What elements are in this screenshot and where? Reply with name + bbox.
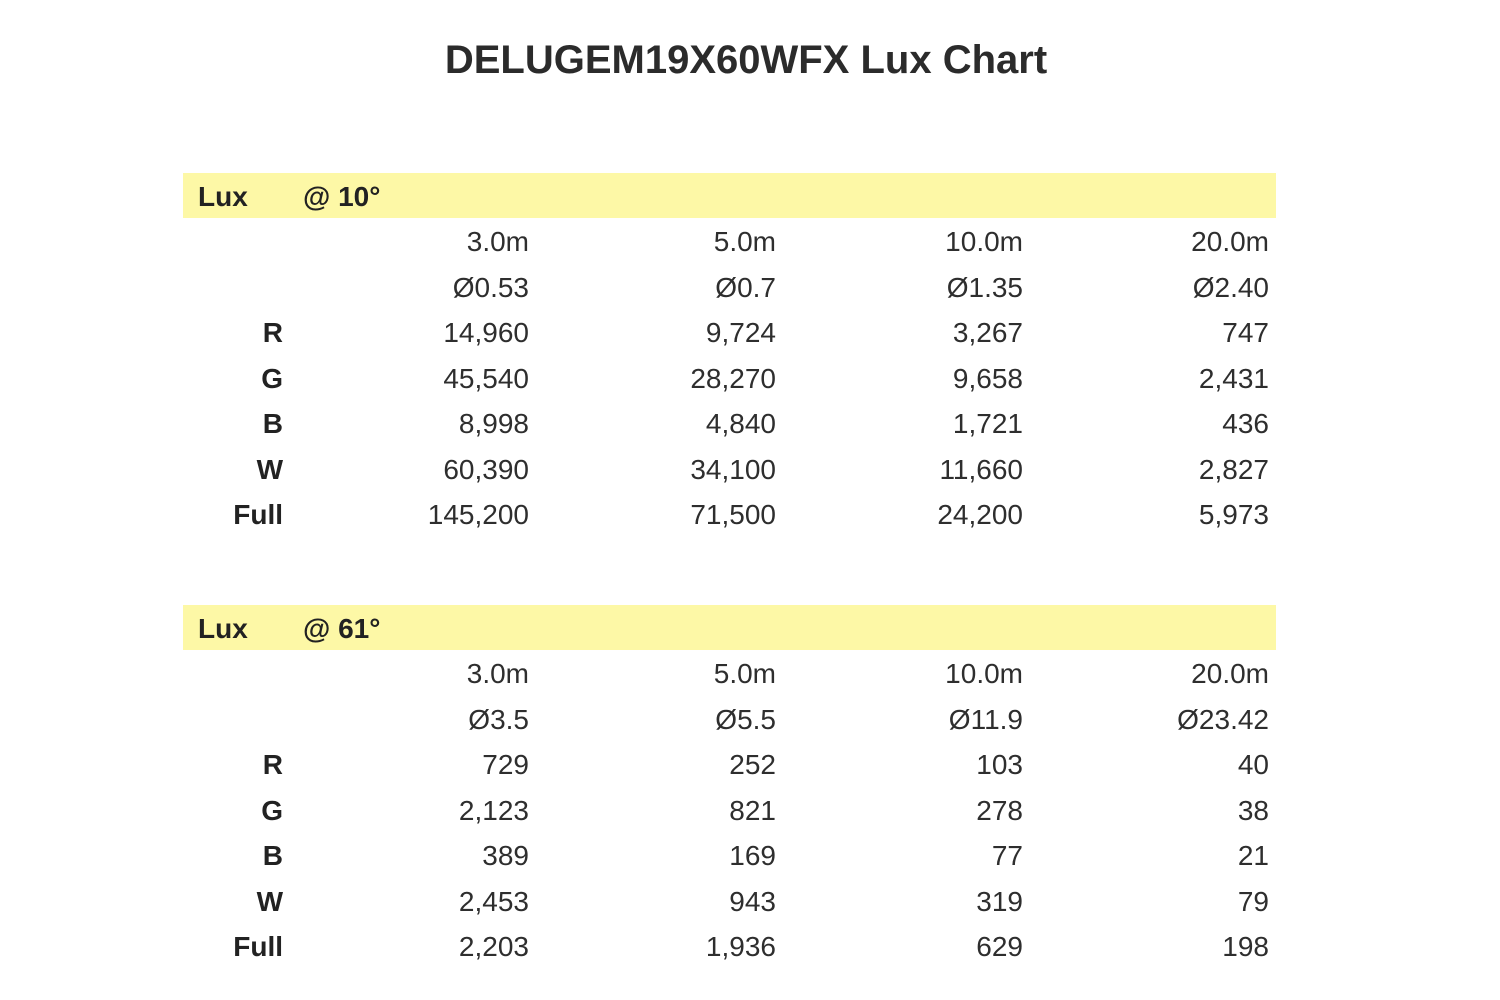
header-lux-label: Lux — [198, 613, 248, 644]
chart-title: DELUGEM19X60WFX Lux Chart — [444, 38, 1048, 82]
diameter-cell: Ø11.9 — [948, 703, 1023, 735]
row-label: R — [262, 749, 283, 780]
header-lux-label: Lux — [198, 181, 248, 212]
diameter-cell: Ø3.5 — [468, 703, 529, 735]
value-cell: 1,721 — [952, 408, 1023, 439]
value-cell: 34,100 — [690, 453, 776, 485]
row-label: Full — [233, 499, 283, 530]
distance-row — [183, 650, 1276, 696]
diameter-cell: Ø2.40 — [1192, 271, 1269, 303]
value-cell: 3,267 — [952, 317, 1023, 348]
value-cell: 2,203 — [458, 931, 529, 962]
value-cell: 71,500 — [690, 499, 776, 530]
value-cell: 40 — [1237, 749, 1269, 780]
header-angle-label: @ 61° — [303, 613, 381, 644]
value-cell: 8,998 — [458, 408, 529, 439]
value-cell: 79 — [1237, 885, 1269, 917]
row-label: B — [262, 840, 283, 871]
value-cell: 629 — [976, 931, 1023, 962]
diameter-cell: Ø1.35 — [946, 271, 1023, 303]
distance-cell: 10.0m — [945, 658, 1023, 689]
value-cell: 28,270 — [690, 362, 776, 394]
distance-cell: 5.0m — [713, 226, 776, 257]
value-cell: 436 — [1222, 408, 1269, 439]
value-cell: 45,540 — [443, 362, 529, 394]
diameter-cell: Ø0.53 — [452, 271, 529, 303]
value-cell: 14,960 — [443, 317, 529, 348]
value-cell: 4,840 — [705, 408, 776, 439]
table-header-bar — [183, 173, 1276, 218]
table-row-full — [183, 491, 1276, 537]
value-cell: 169 — [729, 840, 776, 871]
value-cell: 729 — [482, 749, 529, 780]
table-row-w — [183, 446, 1276, 492]
value-cell: 2,123 — [458, 794, 529, 826]
table-row-w — [183, 878, 1276, 924]
table-row-b — [183, 832, 1276, 878]
value-cell: 1,936 — [705, 931, 776, 962]
value-cell: 9,724 — [705, 317, 776, 348]
value-cell: 103 — [976, 749, 1023, 780]
header-angle-label: @ 10° — [303, 181, 381, 212]
value-cell: 747 — [1222, 317, 1269, 348]
table-row-g — [183, 787, 1276, 833]
distance-cell: 5.0m — [713, 658, 776, 689]
value-cell: 821 — [729, 794, 776, 826]
table-row-r — [183, 741, 1276, 787]
value-cell: 38 — [1237, 794, 1269, 826]
value-cell: 77 — [991, 840, 1023, 871]
distance-cell: 3.0m — [466, 226, 529, 257]
lux-table-10-degree — [183, 173, 1276, 537]
row-label: G — [261, 794, 283, 826]
diameter-row — [183, 696, 1276, 742]
table-row-r — [183, 309, 1276, 355]
value-cell: 2,453 — [458, 885, 529, 917]
row-label: W — [256, 885, 283, 917]
value-cell: 21 — [1237, 840, 1269, 871]
table-header-bar — [183, 605, 1276, 650]
value-cell: 9,658 — [952, 362, 1023, 394]
table-row-full — [183, 923, 1276, 969]
distance-row — [183, 218, 1276, 264]
row-label: G — [261, 362, 283, 394]
value-cell: 943 — [729, 885, 776, 917]
diameter-cell: Ø5.5 — [715, 703, 776, 735]
value-cell: 24,200 — [937, 499, 1023, 530]
value-cell: 2,827 — [1198, 453, 1269, 485]
value-cell: 5,973 — [1198, 499, 1269, 530]
value-cell: 2,431 — [1198, 362, 1269, 394]
distance-cell: 10.0m — [945, 226, 1023, 257]
row-label: R — [262, 317, 283, 348]
table-row-g — [183, 355, 1276, 401]
value-cell: 198 — [1222, 931, 1269, 962]
value-cell: 319 — [976, 885, 1023, 917]
value-cell: 252 — [729, 749, 776, 780]
row-label: B — [262, 408, 283, 439]
diameter-cell: Ø0.7 — [715, 271, 776, 303]
value-cell: 278 — [976, 794, 1023, 826]
distance-cell: 20.0m — [1191, 658, 1269, 689]
value-cell: 145,200 — [427, 499, 529, 530]
value-cell: 11,660 — [939, 453, 1023, 485]
distance-cell: 3.0m — [466, 658, 529, 689]
diameter-row — [183, 264, 1276, 310]
value-cell: 60,390 — [443, 453, 529, 485]
row-label: W — [256, 453, 283, 485]
lux-table-61-degree — [183, 605, 1276, 969]
distance-cell: 20.0m — [1191, 226, 1269, 257]
value-cell: 389 — [482, 840, 529, 871]
table-row-b — [183, 400, 1276, 446]
row-label: Full — [233, 931, 283, 962]
diameter-cell: Ø23.42 — [1177, 703, 1269, 735]
